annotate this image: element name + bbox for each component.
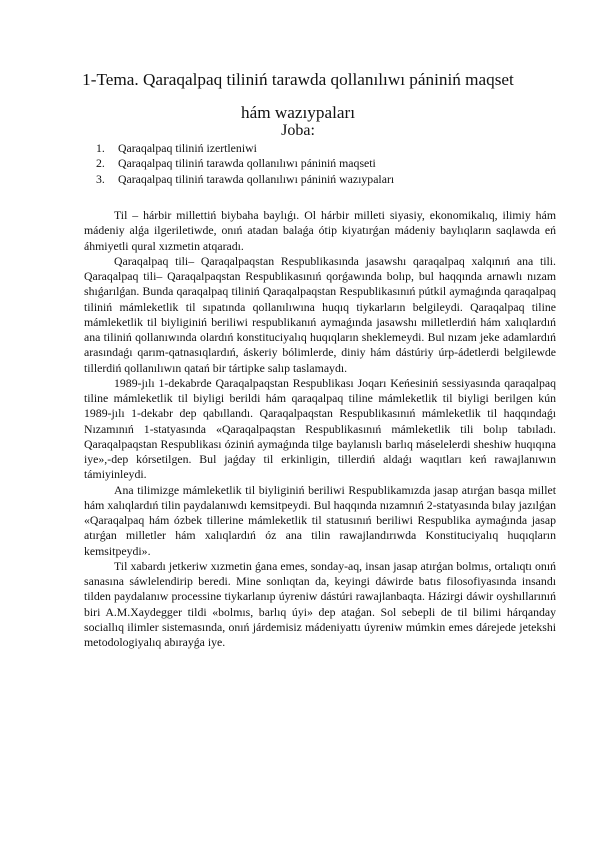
plan-item xyxy=(96,156,394,171)
plan-item xyxy=(96,141,394,156)
plan-item-text: Qaraqalpaq tiliniń tarawda qollanılıwı pániniń maqseti xyxy=(118,156,376,171)
plan-list xyxy=(96,141,394,187)
body-text xyxy=(84,208,556,650)
plan-item-text: Qaraqalpaq tiliniń tarawda qollanılıwı pániniń wazıypaları xyxy=(118,171,395,186)
title-line-1: 1-Tema. Qaraqalpaq tiliniń tarawda qollanılıwı pániniń maqset xyxy=(82,70,514,89)
plan-item-text: Qaraqalpaq tiliniń izertleniwi xyxy=(118,141,257,155)
paragraph: Til xabardı jetkeriw xızmetin ǵana emes, sonday-aq, insan jasap atırǵan bolmıs, ortalıqtı onıń sanasına sáwlelendirip beredi. Mine sonlıqtan da, keyingi dáwirde batıs filosofiyasında insandı tilden paydalanıw processine tiykarlanıp úyreniw dástúri rawajlanbaqta. Házirgi dáwir oyshıllarınıń biri A.M.Xaydegger tildi «bolmıs, barlıq úyi» dep ataǵan. Sol sebepli de til bilimi hárqanday sociallıq ilimler sistemasında, onıń járdemisiz mádeniyattı úyreniw múmkin emes dárejede jetekshi metodologiyalıq abırayǵa iye. xyxy=(84,558,556,649)
plan-item-number: 1. xyxy=(96,141,105,155)
paragraph: Qaraqalpaq tili– Qaraqalpaqstan Respublikasında jasawshı qaraqalpaq xalqınıń ana tili. Qaraqalpaq tili– Qaraqalpaqstan Respublikasınıń qorǵawında bolıp, bul haqqında arnawlı nızam shıǵarılǵan. Bunda qaraqalpaq tiliniń Qaraqalpaqstan Respublikasınıń pútkil aymaǵında qaraqalpaq tiliniń mámleketlik til sıpatında qollanılıwına huqıq tiykarların belgileydi. Qaraqalpaq tiline mámleketlik til biyliginiń beriliwi respublikanıń aymaǵında jasawshı milletlerdiń hám xalıqlardıń ana tiliniń qollanıwında olardıń konstituciyalıq huqıqların sheklemeydi. Bul nızam jeke adamlardıń arasındaǵı qarım-qatnasıqlardıń, áskeriy bólimlerde, diniy hám dástúriy úrp-ádetlerdi belgilewde tillerdiń qollanılıwın qatań bir tártipke salıp taslamaydı. xyxy=(84,253,556,375)
paragraph: Ana tilimizge mámleketlik til biyliginiń beriliwi Respublikamızda jasap atırǵan basqa millet hám xalıqlardıń tilin paydalanıwdı kemsitpeydi. Bul haqqında nızamnıń 2-statyasında bılay jazılǵan «Qaraqalpaq hám ózbek tillerine mámleketlik til statusınıń beriliwi Respublika aymaǵında jasap atırǵan milletler hám xalıqlardıń óz ana tilin rawajlandırıwda Konstituciyalıq huqıqların kemsitpeydi». xyxy=(84,482,556,558)
plan-heading: Joba: xyxy=(281,122,315,139)
paragraph: 1989-jılı 1-dekabrde Qaraqalpaqstan Respublikası Joqarı Keńesiniń sessiyasında qaraqalpaq tiline mámleketlik til biyligi berildi hám qaraqalpaq tiline mámleketlik til biyligi berilgen kún 1989-jılı 1-dekabr dep qabıllandı. Qaraqalpaqstan Respublikasınıń mámleketlik til haqqındaǵı Nızamınıń 1-statyasında «Qaraqalpaqstan Respublikasınıń mámleketlik tili bolıp tabıladı. Qaraqalpaqstan Respublikası óziniń aymaǵında tilge baylanıslı barlıq máselelerdi sheshiw huqıqına iye»,-dep kórsetilgen. Bul jaǵday til erkinligin, tillerdiń aldaǵı waqıtları keń rawajlanıwın támiyinleydi. xyxy=(84,375,556,482)
title-line-2: hám wazıypaları xyxy=(240,103,356,122)
paragraph: Til – hárbir millettiń biybaha baylıǵı. Ol hárbir milleti siyasiy, ekonomikalıq, ilimiy hám mádeniy alǵa ilgeriletiwde, onıń atadan balaǵa ótip kiyatırǵan mádeniy baylıqların saqlawda eń áhmiyetli qural xızmetin atqaradı. xyxy=(84,208,556,253)
page-title xyxy=(40,63,556,129)
plan-item-number: 2. xyxy=(96,156,105,171)
plan-item-number: 3. xyxy=(96,171,105,186)
plan-item xyxy=(96,172,394,187)
